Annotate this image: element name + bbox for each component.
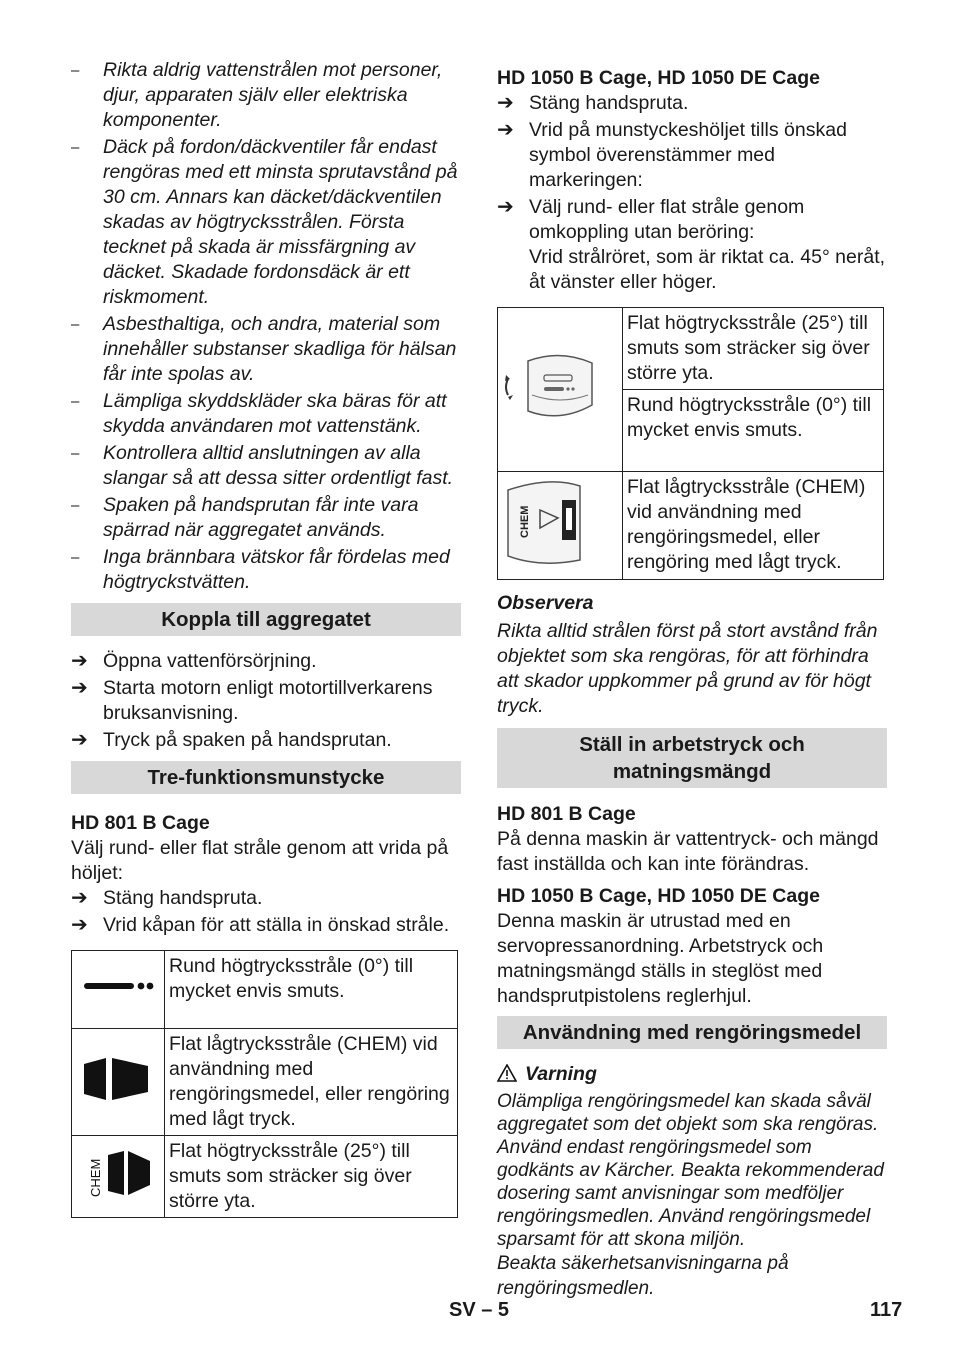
list-item: ➔ Stäng handspruta. xyxy=(497,92,689,114)
list-item: ➔ Vrid på munstyckeshöljet tills önskad symbol överenstämmer med markeringen: xyxy=(497,119,847,191)
list-item: ➔ Stäng handspruta. xyxy=(71,887,263,909)
table-cell: Flat lågtrycksstråle (CHEM) vid användning med rengöringsmedel, eller rengöring med lågt tryck. xyxy=(165,1029,458,1136)
note-title: Observera xyxy=(497,592,594,614)
nozzle-symbol-table-hd1050 xyxy=(497,307,884,580)
arrow-icon: ➔ xyxy=(71,729,88,751)
table-cell: Flat högtrycksstråle (25°) till smuts som sträcker sig över större yta. xyxy=(165,1136,458,1218)
section-page-label: SV – 5 xyxy=(449,1299,510,1321)
arrow-icon: ➔ xyxy=(497,92,514,114)
arrow-icon: ➔ xyxy=(497,119,514,141)
warning-text: Olämpliga rengöringsmedel kan skada såväl aggregatet som det objekt som ska rengöras. Använd endast rengöringsmedel som godkänts av Kärcher. Beakta rekommenderad dosering samt anvisningar som medföljer rengöringsmedlen. Använd rengöringsmedel sparsamt för att skona miljön. xyxy=(497,1091,884,1250)
table-cell: Flat högtrycksstråle (25°) till smuts som sträcker sig över större yta. xyxy=(623,308,884,390)
flat-high-pressure-chem-symbol-icon xyxy=(72,1136,165,1218)
table-row xyxy=(72,951,458,1029)
list-item: ➔ Tryck på spaken på handsprutan. xyxy=(71,729,392,751)
table-cell: Flat lågtrycksstråle (CHEM) vid användning med rengöringsmedel, eller rengöring med lågt tryck. xyxy=(623,472,884,580)
arrow-icon: ➔ xyxy=(71,677,88,699)
page-number: 117 xyxy=(870,1299,903,1321)
arrow-icon: ➔ xyxy=(71,887,88,909)
left-column xyxy=(71,58,461,1218)
table-cell: Rund högtrycksstråle (0°) till mycket envis smuts. xyxy=(165,951,458,1029)
chem-icon-label: CHEM xyxy=(88,1158,103,1197)
table-row xyxy=(498,472,884,580)
round-jet-symbol-icon xyxy=(72,951,165,1029)
section-heading-connect: Koppla till aggregatet xyxy=(71,603,461,636)
paragraph: Denna maskin är utrustad med en servopressanordning. Arbetstryck och matningsmängd ställs in steglöst med handsprutpistolens reglerhjul. xyxy=(497,910,824,1007)
table-cell: Rund högtrycksstråle (0°) till mycket envis smuts. xyxy=(623,390,884,472)
flat-low-pressure-symbol-icon xyxy=(72,1029,165,1136)
section-heading-nozzle: Tre-funktionsmunstycke xyxy=(71,761,461,794)
chem-icon-label: CHEM xyxy=(519,505,531,538)
paragraph: På denna maskin är vattentryck- och mängd fast inställda och kan inte förändras. xyxy=(497,828,879,875)
step-detail: Vrid strålröret, som är riktat ca. 45° neråt, åt vänster eller höger. xyxy=(529,246,886,293)
list-item: – Asbesthaltiga, och andra, material som innehåller substanser skadliga för hälsan får inte spolas av. xyxy=(71,312,461,387)
list-item: ➔ Öppna vattenförsörjning. xyxy=(71,650,317,672)
nozzle-symbol-table xyxy=(71,950,458,1218)
rotating-nozzle-symbol-icon xyxy=(498,308,623,472)
connect-step-list xyxy=(71,649,461,753)
list-item: – Rikta aldrig vattenstrålen mot personer, djur, apparaten själv eller elektriska komponenter. xyxy=(71,58,461,133)
nozzle-step-list xyxy=(71,886,461,938)
list-item: ➔ Starta motorn enligt motortillverkarens bruksanvisning. xyxy=(71,677,433,724)
model-heading: HD 801 B Cage xyxy=(71,812,210,834)
chem-nozzle-symbol-icon xyxy=(498,472,623,580)
list-item: – Spaken på handsprutan får inte vara spärrad när aggregatet används. xyxy=(71,493,461,543)
arrow-icon: ➔ xyxy=(497,196,514,218)
list-item: – Kontrollera alltid anslutningen av alla slangar så att dessa sitter ordentligt fast. xyxy=(71,441,461,491)
section-heading-detergent: Användning med rengöringsmedel xyxy=(497,1016,887,1049)
paragraph: Välj rund- eller flat stråle genom att vrida på höljet: xyxy=(71,837,449,884)
list-item: ➔ Vrid kåpan för att ställa in önskad stråle. xyxy=(71,914,450,936)
note-text: Rikta alltid strålen först på stort avstånd från objektet som ska rengöras, för att förhindra att skador uppkommer på grund av för högt tryck. xyxy=(497,620,878,717)
table-row xyxy=(72,1136,458,1218)
hd1050-step-list xyxy=(497,91,887,295)
table-row xyxy=(498,308,884,390)
list-item: ➔ Välj rund- eller flat stråle genom omkoppling utan beröring: Vrid strålröret, som är riktat ca. 45° neråt, åt vänster eller höger. xyxy=(497,196,886,293)
arrow-icon: ➔ xyxy=(71,650,88,672)
list-item: – Inga brännbara vätskor får fördelas med högtryckstvätten. xyxy=(71,545,461,595)
list-item: – Lämpliga skyddskläder ska bäras för att skydda användaren mot vattenstänk. xyxy=(71,389,461,439)
section-heading-pressure: Ställ in arbetstryck och matningsmängd xyxy=(497,728,887,788)
table-row xyxy=(72,1029,458,1136)
warning-text-2: Beakta säkerhetsanvisningarna på rengöringsmedlen. xyxy=(497,1253,789,1299)
arrow-icon: ➔ xyxy=(71,914,88,936)
model-heading: HD 801 B Cage xyxy=(497,803,636,825)
warning-triangle-icon xyxy=(497,1064,517,1082)
model-heading: HD 1050 B Cage, HD 1050 DE Cage xyxy=(497,67,820,89)
model-heading: HD 1050 B Cage, HD 1050 DE Cage xyxy=(497,885,820,907)
safety-warning-list xyxy=(71,58,461,595)
right-column xyxy=(497,66,887,1301)
warning-title: Varning xyxy=(497,1062,887,1087)
list-item: – Däck på fordon/däckventiler får endast rengöras med ett minsta sprutavstånd på 30 cm. Annars kan däcket/däckventilen skadas av högtrycksstrålen. Första tecknet på skada är missfärgning av däcket. Skadade fordonsdäck är ett riskmoment. xyxy=(71,135,461,310)
